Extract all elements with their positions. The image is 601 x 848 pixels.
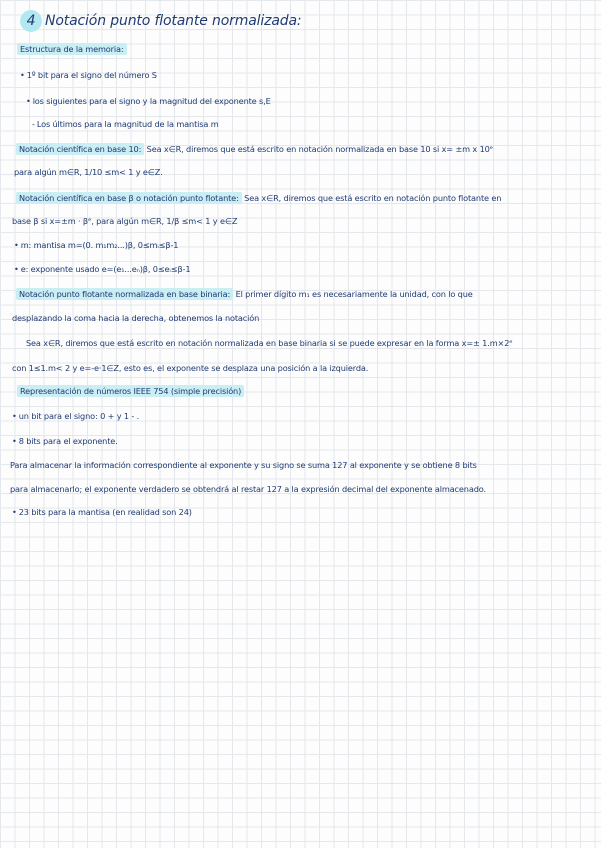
baseb-label: Notación científica en base β o notación punto flotante: — [16, 192, 242, 204]
baseb-item-2: • e: exponente usado e=(e₁...eₙ)β, 0≤eᵢ≤β-1 — [14, 264, 191, 274]
title-number: 4 — [20, 10, 42, 32]
base10-line — [16, 144, 493, 154]
ieee-last: • 23 bits para la mantisa (en realidad son 24) — [12, 507, 192, 517]
baseb-line — [16, 193, 501, 203]
base10-cont: para algún m∈R, 1/10 ≤m< 1 y e∈Z. — [14, 167, 163, 177]
ieee-para-2: para almacenarlo; el exponente verdadero se obtendrá al restar 127 a la expresión decimal del exponente almacenado. — [10, 484, 486, 494]
memory-item-2: • los siguientes para el signo y la magnitud del exponente s,E — [26, 96, 271, 106]
binary-label: Notación punto flotante normalizada en base binaria: — [16, 288, 233, 300]
page-title — [20, 10, 302, 32]
ieee-item-1: • un bit para el signo: 0 + y 1 - . — [12, 411, 140, 421]
title-text: Notación punto flotante normalizada: — [45, 13, 302, 29]
binary-line — [16, 289, 473, 299]
memory-item-1: • 1º bit para el signo del número S — [20, 70, 157, 80]
ieee-item-2: • 8 bits para el exponente. — [12, 436, 118, 446]
memory-heading: Estructura de la memoria: — [17, 44, 127, 54]
memory-item-3: - Los últimos para la magnitud de la mantisa m — [32, 119, 219, 129]
base10-label: Notación científica en base 10: — [16, 143, 144, 155]
binary-cont: desplazando la coma hacia la derecha, obtenemos la notación — [12, 313, 260, 323]
baseb-cont: base β si x=±m · βᵉ, para algún m∈R, 1/β ≤m< 1 y e∈Z — [12, 216, 238, 226]
binary-text: El primer dígito m₁ es necesariamente la unidad, con lo que — [235, 289, 473, 299]
baseb-item-1: • m: mantisa m=(0. m₁m₂...)β, 0≤mᵢ≤β-1 — [14, 240, 179, 250]
binary-para-2: con 1≤1.m< 2 y e=-e·1∈Z, esto es, el exponente se desplaza una posición a la izquierda. — [12, 363, 369, 373]
ieee-para: Para almacenar la información correspondiente al exponente y su signo se suma 127 al exponente y se obtiene 8 bits — [10, 460, 477, 470]
baseb-text: Sea x∈R, diremos que está escrito en notación punto flotante en — [244, 193, 502, 203]
base10-text: Sea x∈R, diremos que está escrito en notación normalizada en base 10 si x= ±m x 10ᵉ — [146, 144, 493, 154]
ieee-heading: Representación de números IEEE 754 (simple precisión) — [17, 386, 244, 396]
binary-para: Sea x∈R, diremos que está escrito en notación normalizada en base binaria si se puede expresar en la forma x=± 1.m×2ᵉ — [26, 338, 513, 348]
